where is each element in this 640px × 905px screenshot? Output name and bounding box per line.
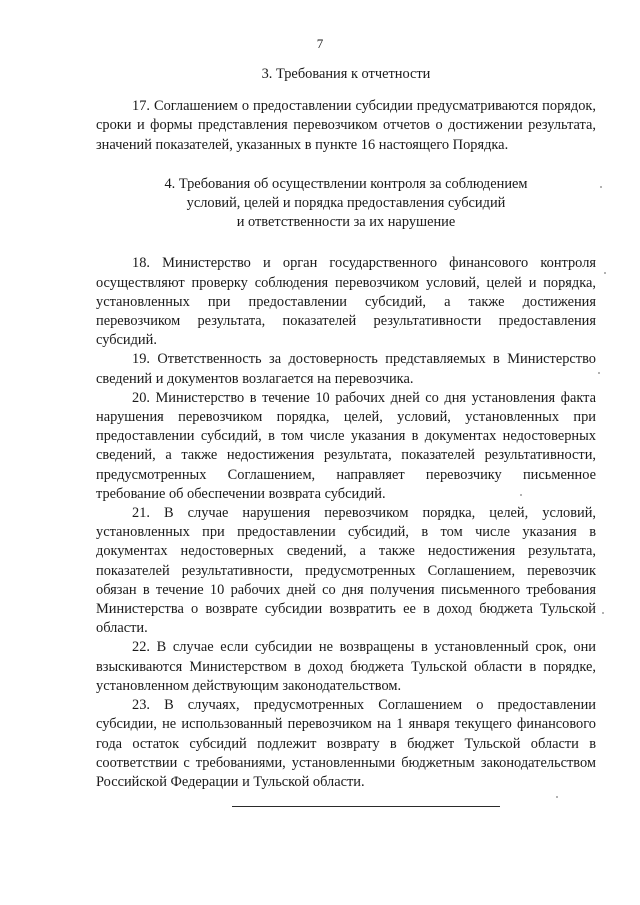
scan-speck (602, 612, 604, 614)
scan-speck (604, 272, 606, 274)
paragraph-21: 21. В случае нарушения перевозчиком порядка, целей, условий, установленных при предоставлении субсидий, в том числе указания в документах недостоверных сведений, а также недостижения результата, показателей результативности, предусмотренных Соглашением, перевозчик обязан в течение 10 рабочих дней со дня получения письменного требования Министерства о возврате субсидии возвратить ее в доход бюджета Тульской области. (96, 505, 596, 637)
section-4-heading-line: 4. Требования об осуществлении контроля за соблюдением (164, 175, 528, 192)
scan-speck (600, 186, 602, 188)
document-body (96, 65, 596, 792)
scan-speck (598, 372, 600, 374)
paragraph-23: 23. В случаях, предусмотренных Соглашением о предоставлении субсидии, не использованный перевозчиком на 1 января текущего финансового года остаток субсидий подлежит возврату в бюджет Тульской области в соответствии с требованиями, установленными бюджетным законодательством Российской Федерации и Тульской области. (96, 697, 596, 790)
section-4-heading-line: и ответственности за их нарушение (236, 214, 456, 231)
paragraph-17: 17. Соглашением о предоставлении субсидии предусматриваются порядок, сроки и формы представления перевозчиком отчетов о достижении результата, значений показателей, указанных в пункте 16 настоящего Порядка. (96, 98, 596, 153)
paragraph-22: 22. В случае если субсидии не возвращены в установленный срок, они взыскиваются Министерством в доход бюджета Тульской области в порядке, установленном действующим законодательством. (96, 639, 596, 694)
paragraph-19: 19. Ответственность за достоверность представляемых в Министерство сведений и документов возлагается на перевозчика. (96, 351, 596, 387)
page-number: 7 (316, 36, 324, 51)
section-3-heading: 3. Требования к отчетности (261, 66, 431, 82)
section-4-heading-line: условий, целей и порядка предоставления субсидий (186, 195, 506, 212)
closing-rule-line (232, 806, 500, 807)
paragraph-20: 20. Министерство в течение 10 рабочих дней со дня установления факта нарушения перевозчиком порядка, целей, условий, установленных при предоставлении субсидий, в том числе указания в документах недостоверных сведений, а также недостижения результата, показателей результативности, предусмотренных Соглашением, направляет перевозчику письменное требование об обеспечении возврата субсидий. (96, 389, 596, 502)
paragraph-18: 18. Министерство и орган государственного финансового контроля осуществляют проверку соблюдения перевозчиком условий, целей и порядка, установленных при предоставлении субсидий, а также достижения перевозчиком результата, показателей результативности предоставления субсидий. (96, 255, 596, 349)
scan-speck (556, 796, 558, 798)
section-4-heading (96, 175, 596, 233)
scan-speck (520, 494, 522, 496)
